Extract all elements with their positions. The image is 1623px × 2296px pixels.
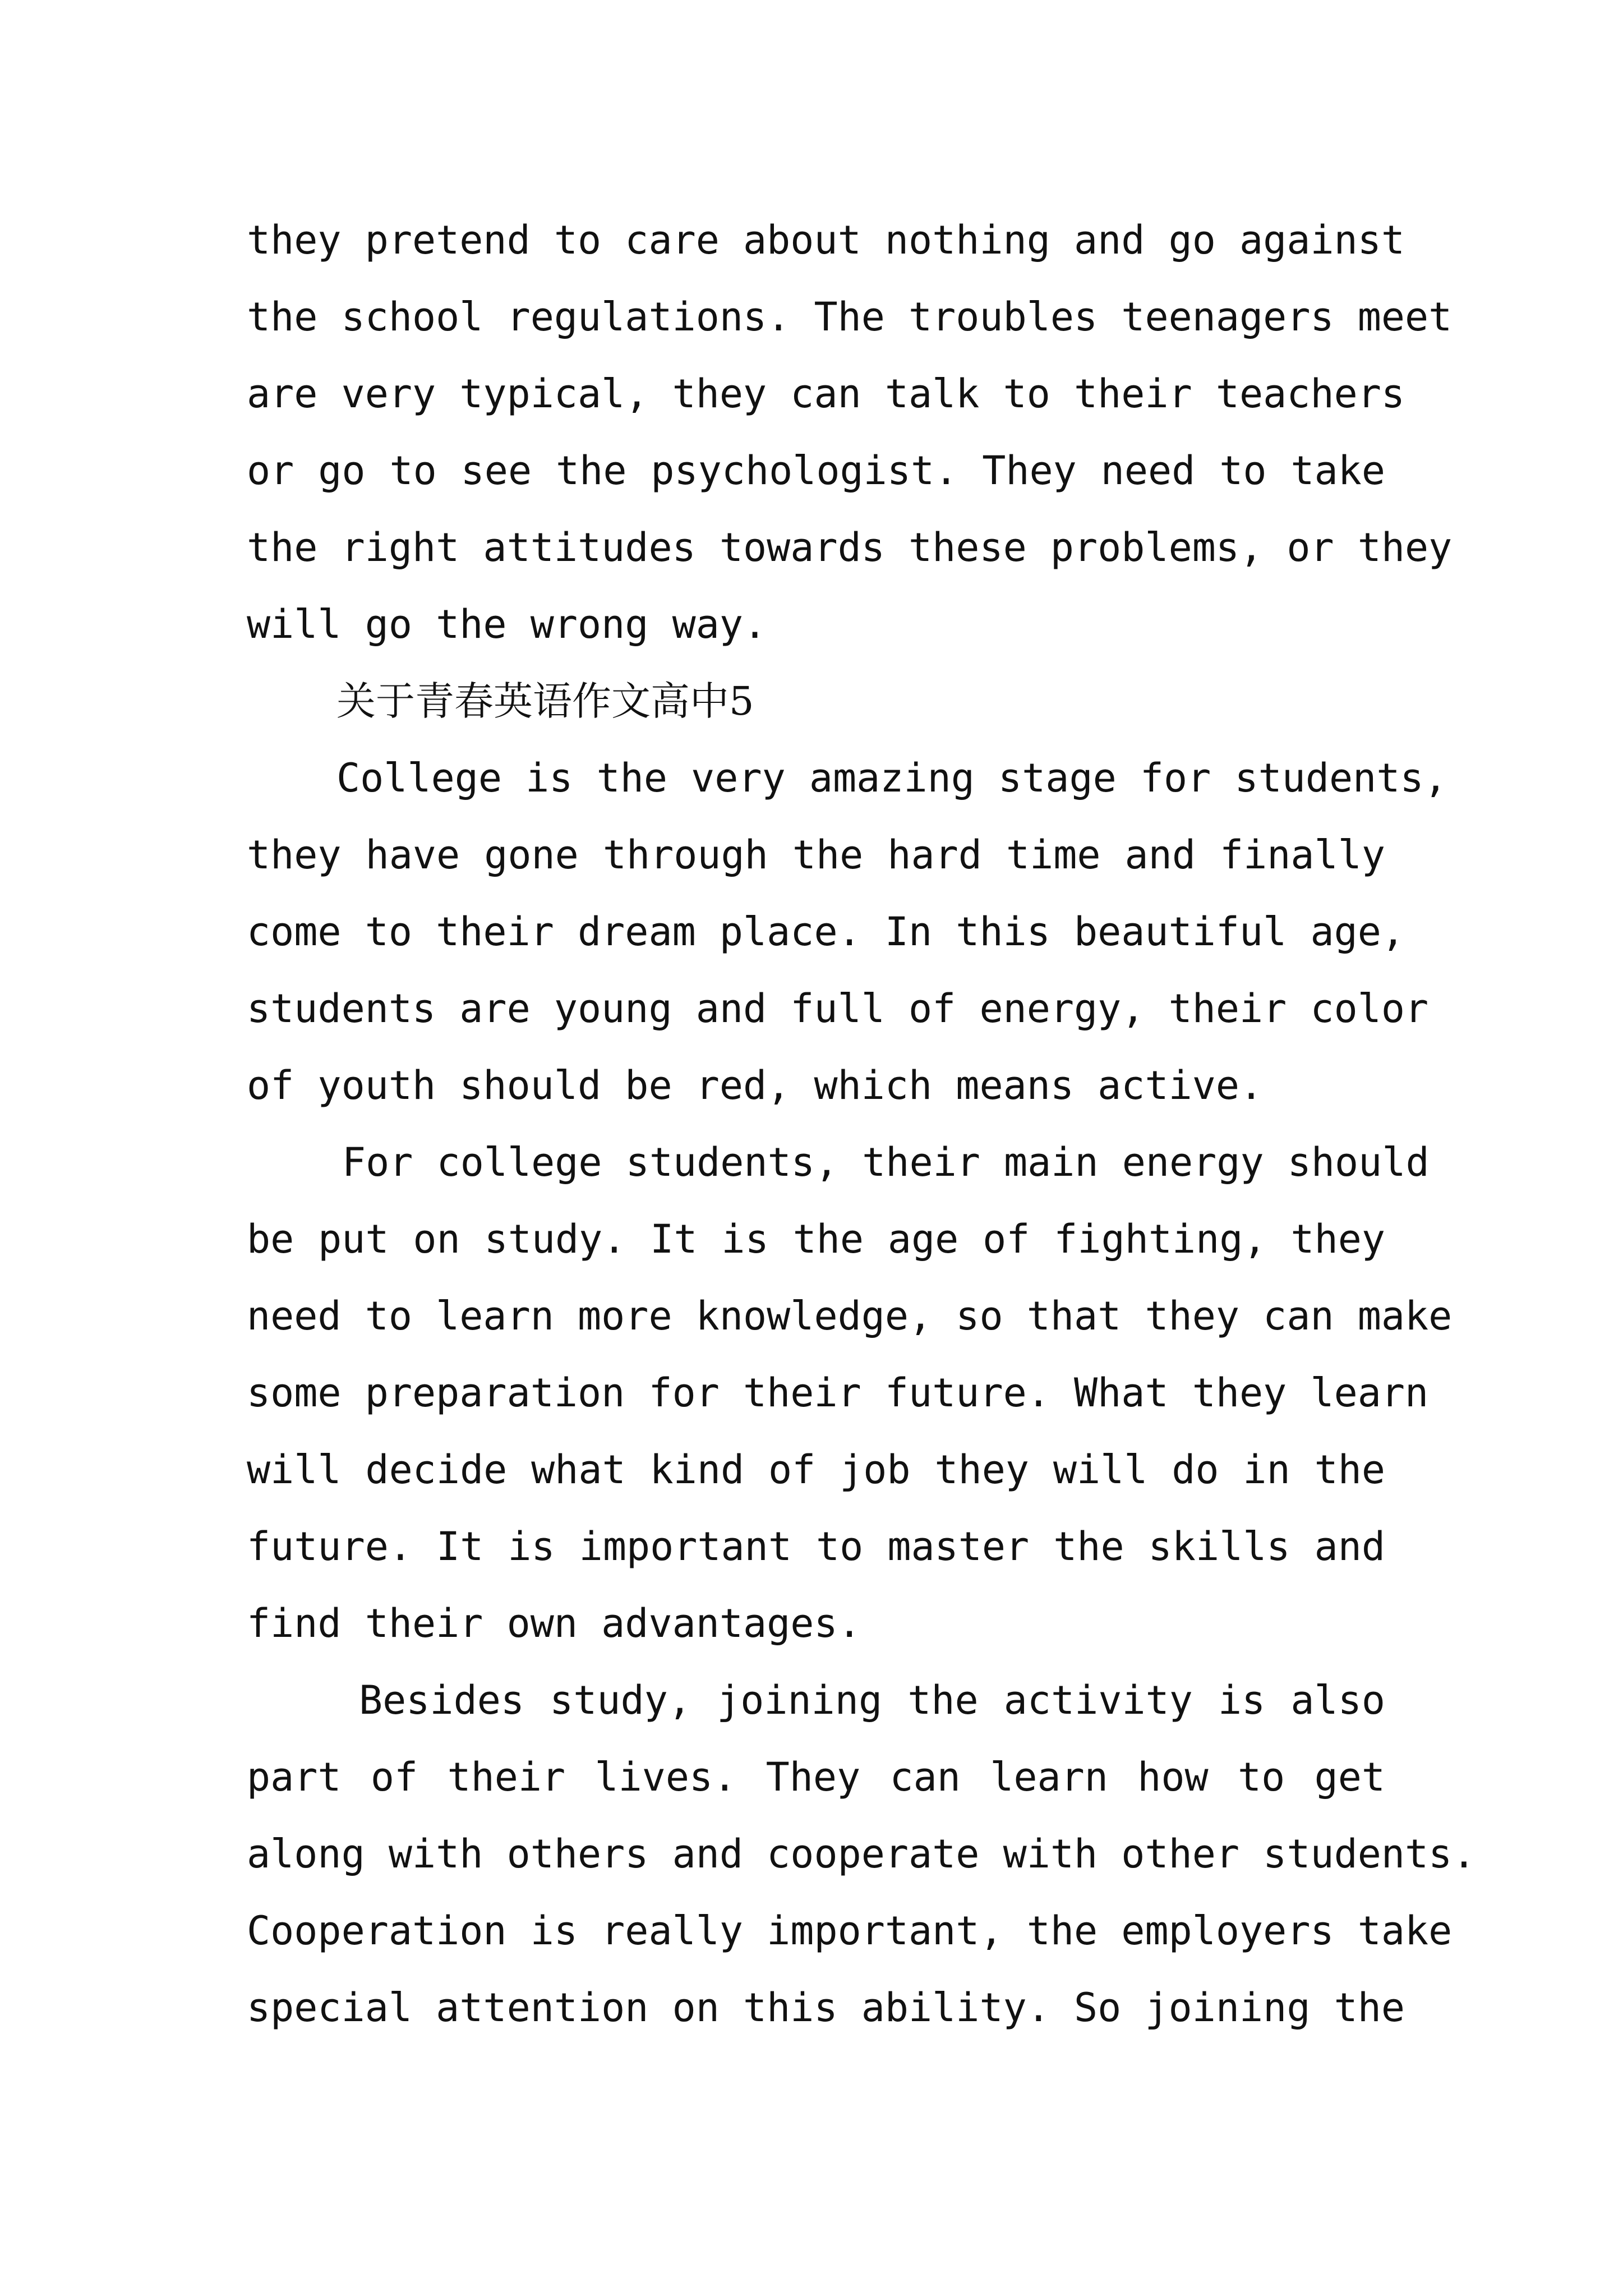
text-line: be put on study. It is the age of fighting, they: [247, 1216, 1385, 1262]
document-body: [247, 202, 1476, 2046]
text-line: College is the very amazing stage for students,: [336, 755, 1447, 801]
text-line: are very typical, they can talk to their teachers: [247, 371, 1405, 417]
text-line: need to learn more knowledge, so that they can make: [247, 1293, 1453, 1339]
paragraph-2: [247, 1124, 1453, 1662]
text-line: special attention on this ability. So joining the: [247, 1985, 1405, 2031]
text-line: the school regulations. The troubles teenagers meet: [247, 294, 1453, 340]
text-line: they have gone through the hard time and finally: [247, 832, 1385, 878]
text-line: come to their dream place. In this beautiful age,: [247, 909, 1405, 955]
text-line: part of their lives. They can learn how to get: [247, 1754, 1385, 1800]
text-line: they pretend to care about nothing and go against: [247, 217, 1405, 263]
section-heading: 关于青春英语作文高中5: [336, 678, 754, 724]
text-line: or go to see the psychologist. They need to take: [247, 448, 1385, 494]
text-line: future. It is important to master the skills and: [247, 1524, 1385, 1570]
paragraph-3: [247, 1662, 1476, 2046]
text-line: students are young and full of energy, their color: [247, 986, 1429, 1032]
continuation-paragraph: [247, 202, 1453, 663]
text-line: some preparation for their future. What they learn: [247, 1370, 1429, 1416]
text-line: will go the wrong way.: [247, 601, 767, 647]
paragraph-1: [247, 740, 1447, 1124]
text-line: Cooperation is really important, the employers take: [247, 1908, 1453, 1954]
text-line: along with others and cooperate with other students.: [247, 1831, 1476, 1877]
text-line: the right attitudes towards these problems, or they: [247, 524, 1453, 570]
text-line: find their own advantages.: [247, 1600, 861, 1646]
text-line: For college students, their main energy should: [342, 1139, 1430, 1185]
text-line: of youth should be red, which means active.: [247, 1062, 1264, 1108]
section-heading-block: [247, 663, 1385, 740]
text-line: will decide what kind of job they will do in the: [247, 1447, 1385, 1493]
text-line: Besides study, joining the activity is also: [359, 1677, 1385, 1723]
